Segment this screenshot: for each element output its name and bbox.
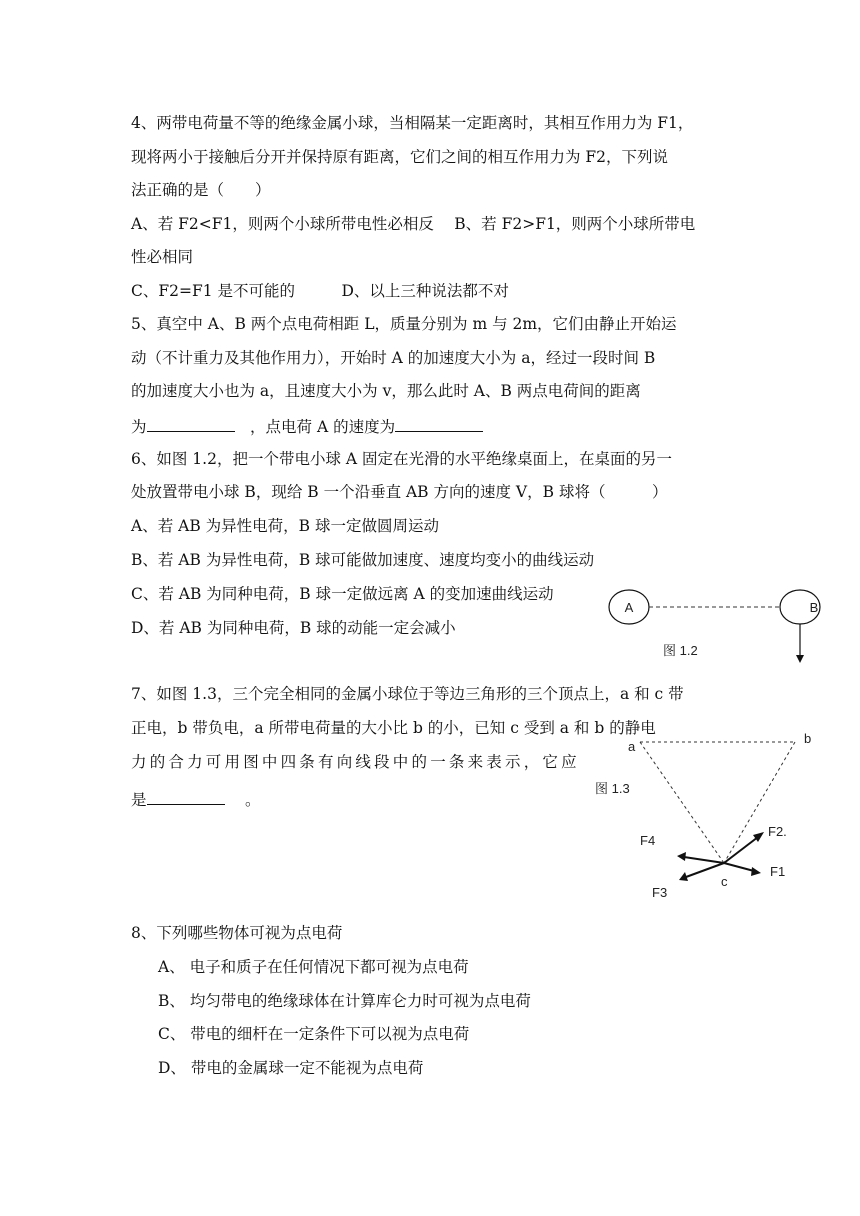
q6-option-a: A、若 AB 为异性电荷，B 球一定做圆周运动 [131,517,439,535]
vertex-c-label: c [721,874,728,889]
q5-line-4-prefix: 为 [131,418,147,436]
ball-b-label: B [809,600,819,615]
force-f3-label: F3 [652,885,668,900]
triangle-side-bc [724,742,795,863]
q4-option-a-b: A、若 F2<F1，则两个小球所带电性必相反 B、若 F2>F1，则两个小球所带电 [131,215,696,233]
velocity-arrowhead [796,655,804,663]
q7-line-4-suffix: 。 [244,791,261,809]
force-f3-arrow [686,863,724,877]
q4-option-c-d: C、F2=F1 是不可能的 D、以上三种说法都不对 [131,282,509,300]
force-f1-label: F1 [770,864,786,879]
q4-option-b-cont: 性必相同 [131,248,194,266]
q8-stem: 8、下列哪些物体可视为点电荷 [131,924,343,942]
q6-line-1: 6、如图 1.2，把一个带电小球 A 固定在光滑的水平绝缘桌面上，在桌面的另一 [131,450,672,468]
force-f2-label: F2. [768,824,787,839]
vertex-b-label: b [804,731,812,746]
force-f2-arrow [724,837,758,863]
q7-line-3: 力的合力可用图中四条有向线段中的一条来表示，它应 [131,753,580,771]
force-f4-label: F4 [640,833,656,848]
q5-line-4-middle: ，点电荷 A 的速度为 [250,418,396,436]
q7-line-4 [131,788,260,810]
figure-1-2 [600,585,840,675]
q8-option-d: D、 带电的金属球一定不能视为点电荷 [158,1059,424,1077]
q7-line-2: 正电，b 带负电，a 所带电荷量的大小比 b 的小，已知 c 受到 a 和 b 的静电 [131,719,656,737]
figure-1-3-caption: 图 1.3 [595,781,630,796]
q6-option-c: C、若 AB 为同种电荷，B 球一定做远离 A 的变加速曲线运动 [131,585,554,603]
q7-answer-blank[interactable] [147,788,225,805]
q5-line-4 [131,415,483,437]
q8-option-c: C、 带电的细杆在一定条件下可以视为点电荷 [158,1025,470,1043]
q7-line-1: 7、如图 1.3，三个完全相同的金属小球位于等边三角形的三个顶点上，a 和 c 带 [131,685,684,703]
q8-option-a: A、 电子和质子在任何情况下都可视为点电荷 [158,958,469,976]
force-f1-arrow [724,863,754,871]
q5-velocity-blank[interactable] [395,415,483,432]
q4-line-2: 现将两小于接触后分开并保持原有距离，它们之间的相互作用力为 F2，下列说 [131,148,669,166]
force-f1-arrowhead [751,867,761,876]
q6-option-b: B、若 AB 为异性电荷，B 球可能做加速度、速度均变小的曲线运动 [131,551,595,569]
q4-line-3: 法正确的是（ ） [131,181,271,199]
q5-distance-blank[interactable] [147,415,235,432]
vertex-a-label: a [628,739,636,754]
q4-line-1: 4、两带电荷量不等的绝缘金属小球，当相隔某一定距离时，其相互作用力为 F1， [131,114,694,132]
force-f4-arrow [684,857,724,863]
q6-line-2: 处放置带电小球 B，现给 B 一个沿垂直 AB 方向的速度 V，B 球将（ ） [131,483,668,501]
q8-option-b: B、 均匀带电的绝缘球体在计算库仑力时可视为点电荷 [158,992,531,1010]
q6-option-d: D、若 AB 为同种电荷，B 球的动能一定会减小 [131,619,456,637]
q5-line-3: 的加速度大小也为 a，且速度大小为 v，那么此时 A、B 两点电荷间的距离 [131,382,641,400]
q5-line-2: 动（不计重力及其他作用力），开始时 A 的加速度大小为 a，经过一段时间 B [131,349,656,367]
q7-line-4-prefix: 是 [131,791,147,809]
figure-1-3 [590,725,830,905]
force-f4-arrowhead [677,852,686,861]
q5-line-1: 5、真空中 A、B 两个点电荷相距 L，质量分别为 m 与 2m，它们由静止开始运 [131,315,677,333]
figure-1-2-caption: 图 1.2 [663,643,698,658]
ball-a-label: A [624,600,634,615]
